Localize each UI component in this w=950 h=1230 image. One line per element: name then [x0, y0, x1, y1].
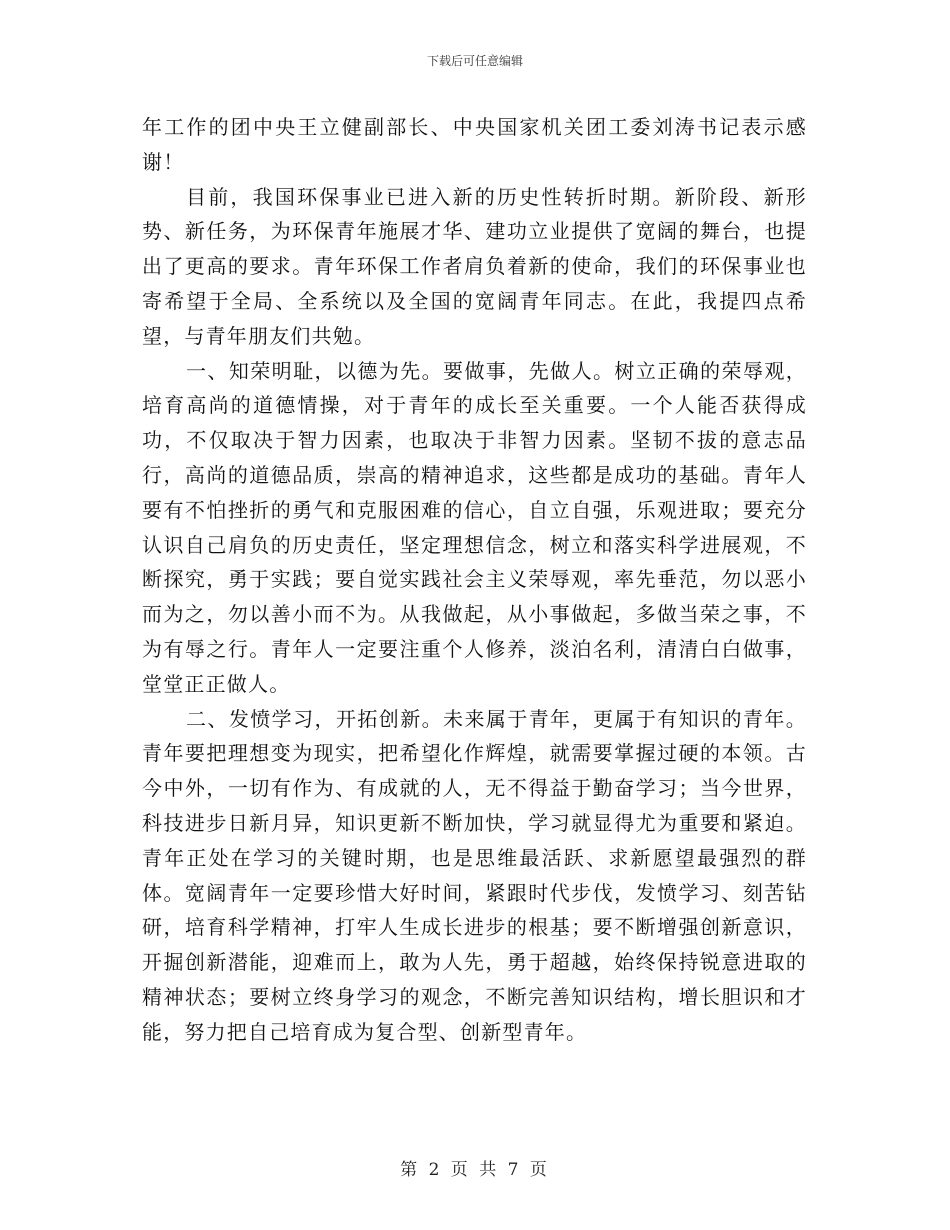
page-header: 下载后可任意编辑 [426, 54, 523, 68]
paragraph-point-one: 一、知荣明耻，以德为先。要做事，先做人。树立正确的荣辱观，培育高尚的道德情操，对于青年的成长至关重要。一个人能否获得成功，不仅取决于智力因素，也取决于非智力因素。坚韧不拔的意志品行，高尚的道德品质，崇高的精神追求，这些都是成功的基础。青年人要有不怕挫折的勇气和克服困难的信心，自立自强，乐观进取；要充分认识自己肩负的历史责任，坚定理想信念，树立和落实科学进展观，不断探究，勇于实践；要自觉实践社会主义荣辱观，率先垂范，勿以恶小而为之，勿以善小而不为。从我做起，从小事做起，多做当荣之事，不为有辱之行。青年人一定要注重个人修养，淡泊名利，清清白白做事，堂堂正正做人。 [142, 358, 807, 696]
paragraph-point-two: 二、发愤学习，开拓创新。未来属于青年，更属于有知识的青年。青年要把理想变为现实，把希望化作辉煌，就需要掌握过硬的本领。古今中外，一切有作为、有成就的人，无不得益于勤奋学习；当今世界，科技进步日新月异，知识更新不断加快，学习就显得尤为重要和紧迫。青年正处在学习的关键时期，也是思维最活跃、求新愿望最强烈的群体。宽阔青年一定要珍惜大好时间，紧跟时代步伐，发愤学习、刻苦钻研，培育科学精神，打牢人生成长进步的根基；要不断增强创新意识，开掘创新潜能，迎难而上，敢为人先，勇于超越，始终保持锐意进取的精神状态；要树立终身学习的观念，不断完善知识结构，增长胆识和才能，努力把自己培育成为复合型、创新型青年。 [142, 706, 807, 1044]
paragraph-continuation: 年工作的团中央王立健副部长、中央国家机关团工委刘涛书记表示感谢！ [142, 115, 807, 174]
paragraph-intro: 目前，我国环保事业已进入新的历史性转折时期。新阶段、新形势、新任务，为环保青年施展才华、建功立业提供了宽阔的舞台，也提出了更高的要求。青年环保工作者肩负着新的使命，我们的环保事业也寄希望于全局、全系统以及全国的宽阔青年同志。在此，我提四点希望，与青年朋友们共勉。 [142, 184, 807, 348]
page-number-footer: 第 2 页 共 7 页 [400, 1160, 550, 1180]
document-body [142, 110, 807, 1050]
